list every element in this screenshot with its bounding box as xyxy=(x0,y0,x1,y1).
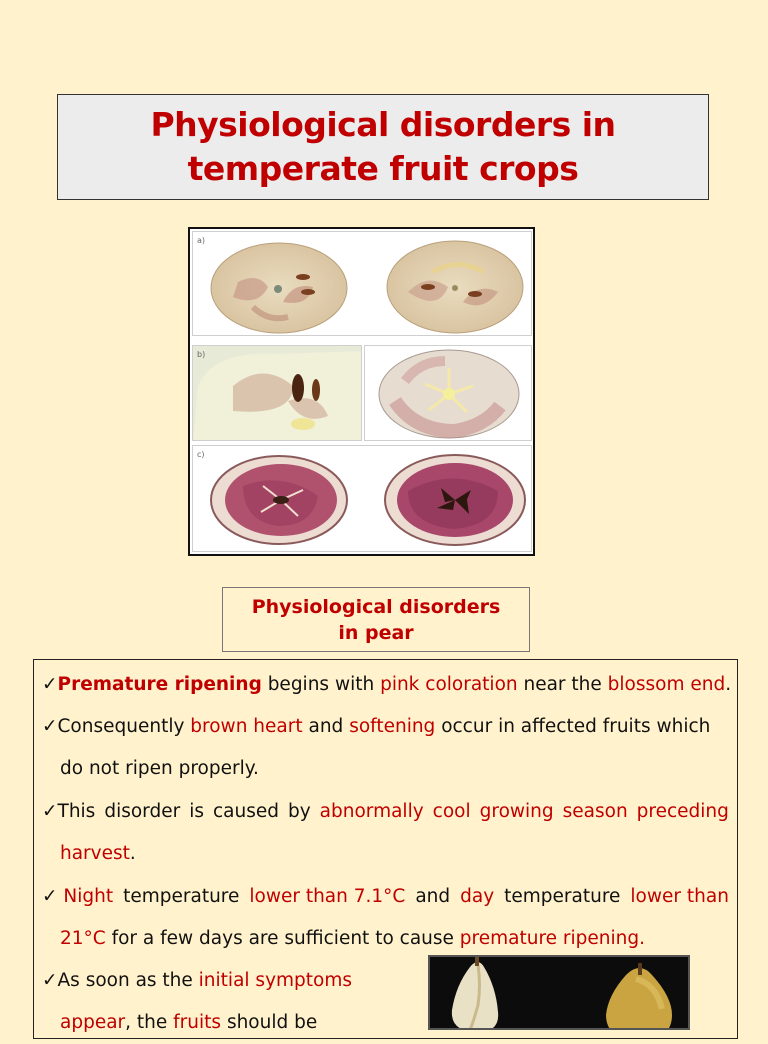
bullet-4-word xyxy=(42,876,113,918)
figure-row-a xyxy=(192,231,532,336)
bullet-5-highlight: initial symptoms xyxy=(198,970,353,991)
bullet-4-word: temperature xyxy=(123,886,240,907)
bullet-1-highlight: blossom end xyxy=(607,674,726,695)
checkmark-icon: ✓ xyxy=(42,970,58,991)
bullet-4-highlight: premature ripening. xyxy=(459,928,645,949)
apple-slices-c-image xyxy=(193,446,532,552)
bullet-temperature xyxy=(42,876,729,918)
bullet-3-highlight: abnormally xyxy=(319,801,424,822)
bullet-5-highlight: fruits xyxy=(173,1012,222,1033)
checkmark-icon: ✓ xyxy=(42,716,58,737)
bullet-3-word: caused xyxy=(212,801,279,822)
figure-row-b-left xyxy=(192,345,362,441)
bullet-5-text: , the xyxy=(125,1012,174,1033)
checkmark-icon: ✓ xyxy=(42,886,58,907)
bullet-5-text: should be xyxy=(221,1012,318,1033)
bullet-premature-ripening xyxy=(42,664,732,706)
bullet-2-text: and xyxy=(302,716,350,737)
bullet-3-highlight: harvest xyxy=(60,843,130,864)
bullet-3-highlight: growing xyxy=(479,801,554,822)
bullet-1-text: near the xyxy=(517,674,608,695)
bullet-4-continuation xyxy=(60,918,729,960)
bullet-4-highlight: 21°C xyxy=(60,928,106,949)
bullet-2-text: occur in affected fruits which xyxy=(435,716,711,737)
bullet-3-word: disorder xyxy=(104,801,181,822)
bullet-2-text: Consequently xyxy=(57,716,191,737)
bullet-4-highlight: lower than xyxy=(630,886,729,907)
bullet-1-highlight: pink coloration xyxy=(380,674,518,695)
figure-label-a: a) xyxy=(197,236,206,245)
figure-label-c: c) xyxy=(197,450,205,459)
title-line-1: Physiological disorders in xyxy=(150,105,616,144)
bullet-3-highlight: cool xyxy=(432,801,471,822)
bullet-3-word: This xyxy=(57,801,96,822)
bullet-3-highlight: preceding xyxy=(636,801,729,822)
title-box xyxy=(57,94,709,200)
apple-slices-a-image xyxy=(193,232,532,336)
bullet-3-word: is xyxy=(189,801,204,822)
bullet-2-highlight: brown heart xyxy=(190,716,303,737)
bullet-3-word: by xyxy=(287,801,311,822)
bullet-cause xyxy=(42,791,729,833)
subtitle-line-1: Physiological disorders xyxy=(251,595,501,618)
pear-photo-image xyxy=(428,955,690,1030)
figure-label-b: b) xyxy=(197,350,206,359)
subtitle-line-2: in pear xyxy=(338,621,414,644)
bullet-1-text: . xyxy=(725,674,732,695)
bullet-4-word: and xyxy=(415,886,451,907)
bullet-4-highlight: Night xyxy=(63,886,114,907)
pear-slice-b-image xyxy=(193,346,362,441)
checkmark-icon: ✓ xyxy=(42,674,58,695)
bullet-3-word xyxy=(42,791,95,833)
figure-row-b-right xyxy=(364,345,532,441)
bullet-1-term: Premature ripening xyxy=(57,674,262,695)
subtitle-box xyxy=(222,587,530,652)
bullet-3-continuation xyxy=(60,833,729,875)
bullet-5-text: As soon as the xyxy=(57,970,199,991)
fruit-cross-section-figure xyxy=(188,227,535,556)
figure-row-c xyxy=(192,445,532,552)
checkmark-icon: ✓ xyxy=(42,801,58,822)
pear-fruits-image xyxy=(430,957,688,1028)
bullet-4-word: temperature xyxy=(504,886,621,907)
bullet-4-highlight: day xyxy=(460,886,495,907)
bullet-consequences xyxy=(42,706,729,748)
title-line-2: temperate fruit crops xyxy=(187,149,579,188)
bullet-5-highlight: appear xyxy=(60,1012,126,1033)
bullet-2-continuation: do not ripen properly. xyxy=(60,758,259,779)
bullet-2-highlight: softening xyxy=(349,716,436,737)
bullet-3-text: . xyxy=(129,843,136,864)
bullet-1-text: begins with xyxy=(261,674,381,695)
bullet-3-highlight: season xyxy=(562,801,628,822)
bullet-4-text: for a few days are sufficient to cause xyxy=(105,928,460,949)
bullet-4-highlight: lower than 7.1°C xyxy=(249,886,406,907)
apple-slice-b-image xyxy=(365,346,532,441)
